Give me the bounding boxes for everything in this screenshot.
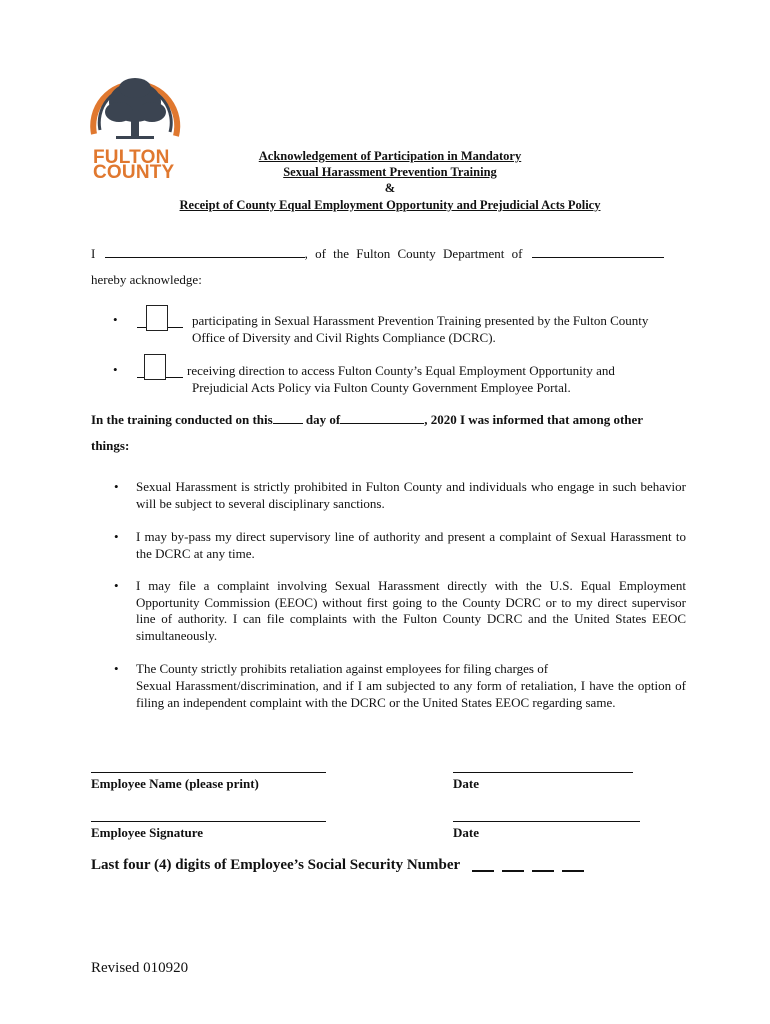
- training-checkbox[interactable]: [146, 305, 168, 331]
- day-blank[interactable]: [273, 423, 303, 424]
- point-4-rest: Sexual Harassment/discrimination, and if I am subjected to any form of retaliation, I have the option of filing an independent complaint with the DCRC or the United States EEOC regarding same.: [136, 678, 686, 710]
- training-sentence: [91, 412, 643, 429]
- date-label-1: Date: [453, 776, 479, 791]
- date-line-1[interactable]: [453, 772, 633, 773]
- intro-acknowledge: hereby acknowledge:: [91, 272, 202, 287]
- title-line-4: Receipt of County Equal Employment Opportunity and Prejudicial Acts Policy: [179, 198, 601, 212]
- checklist-item-training: [192, 313, 692, 346]
- employee-signature-line[interactable]: [91, 821, 326, 822]
- employee-name-blank[interactable]: [105, 257, 305, 258]
- point-4-line-1: The County strictly prohibits retaliation against employees for filing charges of: [136, 661, 549, 676]
- bullet-icon: •: [114, 529, 119, 544]
- month-blank[interactable]: [340, 423, 424, 424]
- intro-of-dept: , of the Fulton County Department of: [304, 246, 523, 261]
- logo-line-1: FULTON: [93, 147, 170, 168]
- training-part-3: , 2020 I was informed that among other: [424, 412, 644, 427]
- intro-i: I: [91, 246, 96, 261]
- training-sentence-end: things:: [91, 438, 130, 453]
- bullet-icon: •: [114, 578, 119, 593]
- ssn-digit-3-blank[interactable]: [532, 870, 554, 872]
- ssn-digit-4-blank[interactable]: [562, 870, 584, 872]
- bullet-icon: •: [113, 362, 118, 377]
- checklist-item-text: receiving direction to access Fulton County’s Equal Employment Opportunity and: [187, 363, 615, 378]
- title-line-3: &: [384, 181, 396, 195]
- training-part-1: In the training conducted on this: [91, 412, 273, 427]
- training-part-2: day of: [305, 412, 341, 427]
- intro-line: [91, 246, 687, 263]
- department-blank[interactable]: [532, 257, 664, 258]
- date-label-2: Date: [453, 825, 479, 840]
- point-2: I may by-pass my direct supervisory line of authority and present a complaint of Sexual Harassment to the DCRC at any time.: [136, 529, 686, 561]
- title-line-1: Acknowledgement of Participation in Mandatory: [258, 149, 522, 163]
- bullet-icon: •: [114, 661, 119, 676]
- bullet-icon: •: [114, 479, 119, 494]
- ssn-row: [91, 857, 584, 874]
- revision-note: Revised 010920: [91, 960, 189, 976]
- point-3: I may file a complaint involving Sexual Harassment directly with the U.S. Equal Employment Opportunity Commission (EEOC) without first going to the County DCRC or to my direct supervisor line of authority. I can file complaints with the Fulton County DCRC and the United States EEOC simultaneously.: [136, 578, 686, 643]
- point-1: Sexual Harassment is strictly prohibited in Fulton County and individuals who engage in such behavior will be subject to several disciplinary sanctions.: [136, 479, 686, 511]
- bullet-icon: •: [113, 312, 118, 327]
- checklist-item-text: participating in Sexual Harassment Prevention Training presented by the Fulton County: [192, 313, 649, 328]
- checklist-item-policy: [187, 363, 692, 396]
- employee-signature-label: Employee Signature: [91, 825, 204, 840]
- ssn-digit-1-blank[interactable]: [472, 870, 494, 872]
- ssn-label: Last four (4) digits of Employee’s Social Security Number: [91, 857, 460, 873]
- employee-name-label: Employee Name (please print): [91, 776, 259, 791]
- policy-checkbox[interactable]: [144, 354, 166, 380]
- title-line-2: Sexual Harassment Prevention Training: [283, 165, 497, 179]
- checklist-item-text: Office of Diversity and Civil Rights Compliance (DCRC).: [192, 329, 496, 345]
- date-line-2[interactable]: [453, 821, 640, 822]
- ssn-digit-2-blank[interactable]: [502, 870, 524, 872]
- checklist-item-text: Prejudicial Acts Policy via Fulton County Government Employee Portal.: [192, 379, 571, 395]
- logo-line-2: COUNTY: [93, 162, 175, 183]
- employee-name-line[interactable]: [91, 772, 326, 773]
